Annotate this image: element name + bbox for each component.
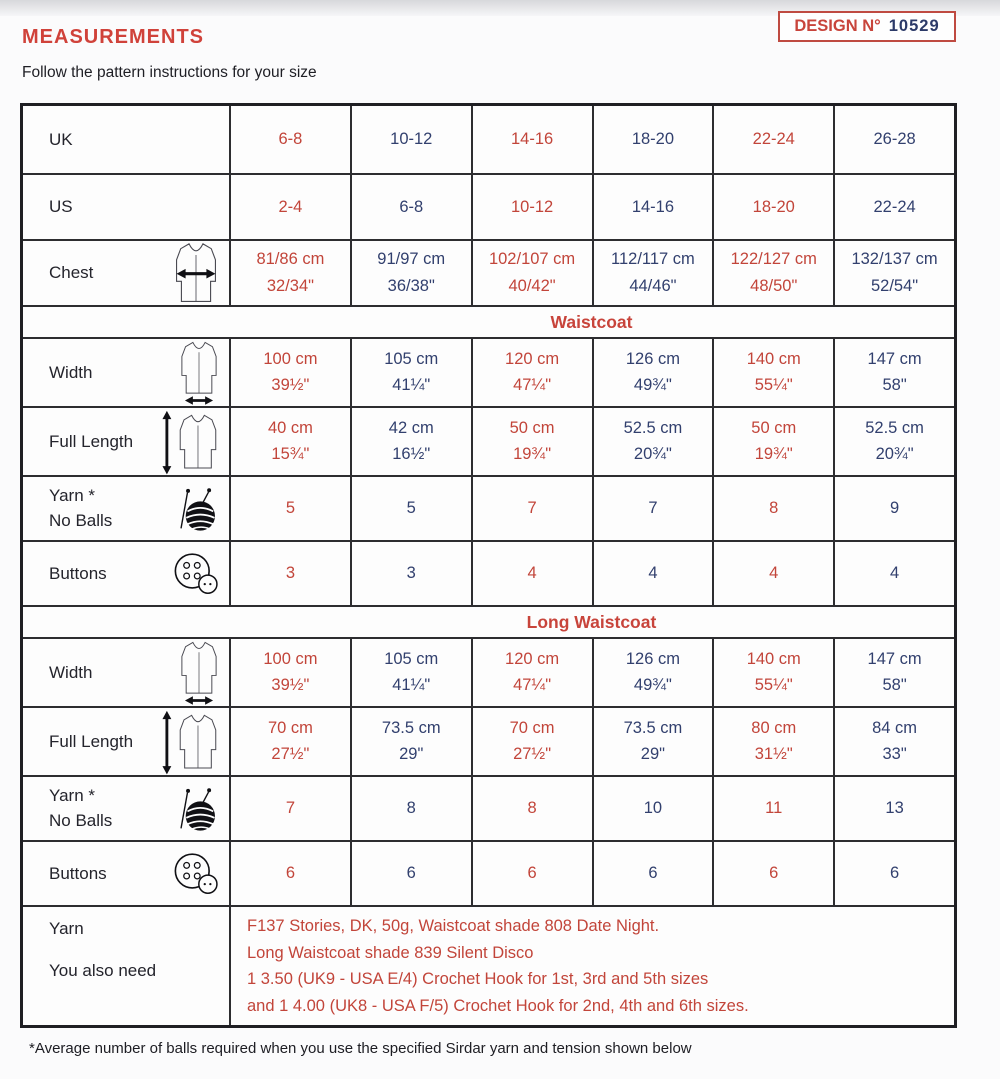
value-in: 44/46" <box>629 276 677 295</box>
row-label-text <box>49 787 112 830</box>
balls-count: 7 <box>648 499 658 517</box>
yarn-label-line2: No Balls <box>49 510 113 530</box>
value-cm: 120 cm <box>505 649 560 668</box>
balls-count: 13 <box>885 799 904 817</box>
value-in: 52/54" <box>871 276 919 295</box>
value-cm: 50 cm <box>509 418 555 437</box>
balls-count: 8 <box>769 499 779 517</box>
buttons-cell <box>471 842 592 905</box>
buttons-cell <box>712 842 833 905</box>
value-in: 47¼" <box>513 676 552 694</box>
row-materials <box>23 905 954 1025</box>
buttons-count: 6 <box>527 864 537 882</box>
buttons-count: 6 <box>648 864 658 882</box>
row-uk-sizes <box>23 106 954 173</box>
value-cm: 102/107 cm <box>488 250 576 269</box>
row-label-text: US <box>49 197 73 216</box>
chest-cell <box>592 241 713 305</box>
value-cm: 120 cm <box>505 349 560 368</box>
row-waistcoat-yarn-balls <box>23 475 954 540</box>
value-cm: 40 cm <box>267 418 313 437</box>
value-in: 20¾" <box>875 445 914 463</box>
value-cm: 105 cm <box>384 349 439 368</box>
row-label-full-length <box>23 408 229 475</box>
size-value: 18-20 <box>752 197 795 216</box>
yarn-balls-cell <box>350 777 471 840</box>
yarn-ball-icon <box>175 485 221 533</box>
value-in: 27½" <box>513 745 552 763</box>
row-label-text: Buttons <box>49 863 107 883</box>
value-cm: 42 cm <box>388 418 434 437</box>
size-value: 6-8 <box>399 197 424 216</box>
length-cell <box>350 708 471 775</box>
value-in: 19¾" <box>754 445 793 463</box>
yarn-balls-cell <box>229 777 350 840</box>
value-cm: 100 cm <box>263 349 318 368</box>
value-in: 48/50" <box>750 276 798 295</box>
value-in: 58" <box>882 676 907 694</box>
size-value: 14-16 <box>631 197 675 216</box>
us-size-cell <box>712 175 833 239</box>
value-cm: 112/117 cm <box>611 250 695 269</box>
value-in: 20¾" <box>633 445 672 463</box>
row-label-us <box>23 175 229 239</box>
materials-labels <box>23 907 229 1025</box>
yarn-label-line2: No Balls <box>49 810 113 830</box>
size-value: 10-12 <box>390 130 433 148</box>
balls-count: 5 <box>406 499 416 517</box>
us-size-cell <box>350 175 471 239</box>
value-in: 41¼" <box>392 676 431 694</box>
value-in: 58" <box>882 376 907 394</box>
value-cm: 73.5 cm <box>381 718 441 737</box>
width-cell <box>833 339 954 406</box>
value-cm: 126 cm <box>625 349 680 368</box>
length-cell <box>712 408 833 475</box>
row-label-width <box>23 639 229 706</box>
value-cm: 122/127 cm <box>730 250 817 269</box>
value-cm: 50 cm <box>751 418 797 437</box>
value-in: 55¼" <box>754 676 793 694</box>
value-cm: 91/97 cm <box>377 250 446 269</box>
buttons-cell <box>471 542 592 605</box>
us-size-cell <box>833 175 954 239</box>
row-us-sizes <box>23 173 954 239</box>
materials-line: F137 Stories, DK, 50g, Waistcoat shade 808 Date Night. <box>247 917 660 935</box>
page-title: MEASUREMENTS <box>22 26 205 48</box>
value-in: 39½" <box>271 376 310 394</box>
buttons-count: 6 <box>769 864 779 882</box>
value-cm: 84 cm <box>872 718 918 737</box>
materials-details <box>229 907 954 1025</box>
uk-size-cell <box>833 106 954 173</box>
value-in: 36/38" <box>387 276 435 295</box>
row-label-yarn-balls <box>23 777 229 840</box>
width-cell <box>712 639 833 706</box>
balls-count: 7 <box>285 799 295 817</box>
row-waistcoat-full-length <box>23 406 954 475</box>
value-cm: 140 cm <box>746 649 801 668</box>
design-label: DESIGN N° <box>794 17 881 35</box>
value-in: 16½" <box>392 445 431 463</box>
length-cell <box>229 708 350 775</box>
size-value: 2-4 <box>278 197 303 216</box>
buttons-cell <box>833 842 954 905</box>
value-in: 55¼" <box>754 376 793 394</box>
row-label-text: Width <box>49 362 93 382</box>
buttons-icon <box>171 851 221 896</box>
yarn-balls-cell <box>471 777 592 840</box>
page-subtitle: Follow the pattern instructions for your size <box>22 64 317 81</box>
value-cm: 126 cm <box>625 649 680 668</box>
value-in: 31½" <box>754 745 793 763</box>
row-label-width <box>23 339 229 406</box>
value-cm: 81/86 cm <box>256 250 325 269</box>
width-cell <box>471 639 592 706</box>
length-cell <box>833 408 954 475</box>
buttons-cell <box>350 542 471 605</box>
measurements-table <box>20 103 957 1028</box>
vest-width-arrow-icon <box>177 340 221 406</box>
section-header-long-waistcoat: Long Waistcoat <box>23 605 954 637</box>
length-cell <box>712 708 833 775</box>
row-chest <box>23 239 954 305</box>
length-cell <box>229 408 350 475</box>
buttons-cell <box>229 542 350 605</box>
balls-count: 9 <box>889 499 900 517</box>
chest-cell <box>350 241 471 305</box>
row-label-yarn-balls <box>23 477 229 540</box>
uk-size-cell <box>471 106 592 173</box>
balls-count: 11 <box>765 799 783 817</box>
row-label-buttons <box>23 842 229 905</box>
buttons-count: 6 <box>285 864 295 882</box>
width-cell <box>229 639 350 706</box>
size-value: 6-8 <box>278 130 303 148</box>
size-value: 10-12 <box>510 197 554 216</box>
balls-count: 10 <box>643 799 663 817</box>
value-in: 29" <box>640 745 666 763</box>
yarn-ball-icon <box>175 785 221 833</box>
materials-line: Long Waistcoat shade 839 Silent Disco <box>247 943 534 962</box>
balls-count: 8 <box>527 799 537 817</box>
width-cell <box>833 639 954 706</box>
row-long-waistcoat-buttons <box>23 840 954 905</box>
buttons-count: 6 <box>889 864 900 882</box>
value-cm: 80 cm <box>751 718 797 737</box>
value-in: 15¾" <box>271 445 310 463</box>
row-label-text: Full Length <box>49 731 134 751</box>
section-header-waistcoat: Waistcoat <box>23 305 954 337</box>
yarn-label-line1: Yarn * <box>49 485 95 505</box>
value-cm: 147 cm <box>867 349 922 368</box>
value-in: 19¾" <box>513 445 552 463</box>
balls-count: 5 <box>285 499 295 517</box>
us-size-cell <box>229 175 350 239</box>
value-cm: 132/137 cm <box>851 250 938 269</box>
size-value: 18-20 <box>631 130 675 148</box>
buttons-count: 4 <box>889 564 900 582</box>
row-label-text: Full Length <box>49 431 134 451</box>
vest-length-arrow-icon <box>161 409 221 475</box>
balls-count: 8 <box>406 799 416 817</box>
value-in: 33" <box>882 745 907 763</box>
width-cell <box>350 339 471 406</box>
value-cm: 100 cm <box>263 649 318 668</box>
yarn-balls-cell <box>833 477 954 540</box>
length-cell <box>471 408 592 475</box>
buttons-count: 4 <box>648 564 658 582</box>
chest-cell <box>712 241 833 305</box>
buttons-icon <box>171 551 221 596</box>
uk-size-cell <box>229 106 350 173</box>
yarn-balls-cell <box>229 477 350 540</box>
buttons-count: 3 <box>285 564 295 582</box>
value-cm: 70 cm <box>267 718 313 737</box>
yarn-balls-cell <box>712 477 833 540</box>
buttons-count: 6 <box>406 864 416 882</box>
buttons-count: 4 <box>769 564 779 582</box>
yarn-label-line1: Yarn * <box>49 785 95 805</box>
also-need-label: You also need <box>49 961 157 980</box>
buttons-cell <box>592 842 713 905</box>
value-in: 49¾" <box>633 376 672 394</box>
size-value: 26-28 <box>873 130 916 148</box>
width-cell <box>229 339 350 406</box>
length-cell <box>471 708 592 775</box>
design-number: 10529 <box>888 17 940 35</box>
yarn-balls-cell <box>833 777 954 840</box>
value-cm: 73.5 cm <box>623 718 683 737</box>
chest-cell <box>471 241 592 305</box>
buttons-count: 3 <box>406 564 416 582</box>
size-value: 14-16 <box>510 130 554 148</box>
uk-size-cell <box>592 106 713 173</box>
row-label-uk <box>23 106 229 173</box>
row-waistcoat-buttons <box>23 540 954 605</box>
value-in: 41¼" <box>392 376 431 394</box>
yarn-balls-cell <box>471 477 592 540</box>
width-cell <box>592 639 713 706</box>
buttons-cell <box>350 842 471 905</box>
length-cell <box>350 408 471 475</box>
row-long-waistcoat-width <box>23 637 954 706</box>
yarn-balls-cell <box>712 777 833 840</box>
width-cell <box>471 339 592 406</box>
row-label-chest <box>23 241 229 305</box>
value-cm: 52.5 cm <box>623 418 683 437</box>
row-label-text <box>49 487 112 530</box>
uk-size-cell <box>712 106 833 173</box>
buttons-cell <box>712 542 833 605</box>
row-label-text: Chest <box>49 263 94 282</box>
value-cm: 52.5 cm <box>865 418 924 437</box>
materials-line: and 1 4.00 (UK8 - USA F/5) Crochet Hook for 2nd, 4th and 6th sizes. <box>247 996 749 1015</box>
row-waistcoat-width <box>23 337 954 406</box>
row-label-text: UK <box>49 129 73 149</box>
materials-line: 1 3.50 (UK9 - USA E/4) Crochet Hook for 1st, 3rd and 5th sizes <box>247 970 709 988</box>
uk-size-cell <box>350 106 471 173</box>
length-cell <box>833 708 954 775</box>
footnote: *Average number of balls required when you use the specified Sirdar yarn and tension shown below <box>29 1040 692 1057</box>
value-in: 29" <box>399 745 424 763</box>
value-cm: 140 cm <box>746 349 801 368</box>
buttons-cell <box>592 542 713 605</box>
us-size-cell <box>471 175 592 239</box>
chest-cell <box>833 241 954 305</box>
yarn-balls-cell <box>350 477 471 540</box>
vest-chest-arrow-icon <box>171 241 221 305</box>
value-cm: 147 cm <box>867 649 922 668</box>
width-cell <box>350 639 471 706</box>
chest-cell <box>229 241 350 305</box>
yarn-balls-cell <box>592 777 713 840</box>
value-in: 27½" <box>271 745 310 763</box>
length-cell <box>592 708 713 775</box>
value-in: 32/34" <box>266 276 314 295</box>
row-long-waistcoat-yarn-balls <box>23 775 954 840</box>
length-cell <box>592 408 713 475</box>
value-cm: 70 cm <box>509 718 555 737</box>
vest-length-arrow-icon <box>161 709 221 775</box>
row-label-full-length <box>23 708 229 775</box>
yarn-balls-cell <box>592 477 713 540</box>
vest-width-arrow-icon <box>177 640 221 706</box>
us-size-cell <box>592 175 713 239</box>
width-cell <box>592 339 713 406</box>
value-in: 40/42" <box>508 276 556 295</box>
size-value: 22-24 <box>752 130 795 148</box>
buttons-cell <box>833 542 954 605</box>
row-label-text: Width <box>49 662 93 682</box>
row-label-buttons <box>23 542 229 605</box>
balls-count: 7 <box>527 499 537 517</box>
design-number-box <box>778 11 956 42</box>
width-cell <box>712 339 833 406</box>
yarn-section-label: Yarn <box>49 919 84 938</box>
value-in: 39½" <box>271 676 310 694</box>
buttons-count: 4 <box>527 564 537 582</box>
row-label-text: Buttons <box>49 563 107 583</box>
buttons-cell <box>229 842 350 905</box>
value-in: 49¾" <box>633 676 672 694</box>
value-cm: 105 cm <box>384 649 439 668</box>
size-value: 22-24 <box>873 197 916 216</box>
value-in: 47¼" <box>513 376 552 394</box>
row-long-waistcoat-full-length <box>23 706 954 775</box>
